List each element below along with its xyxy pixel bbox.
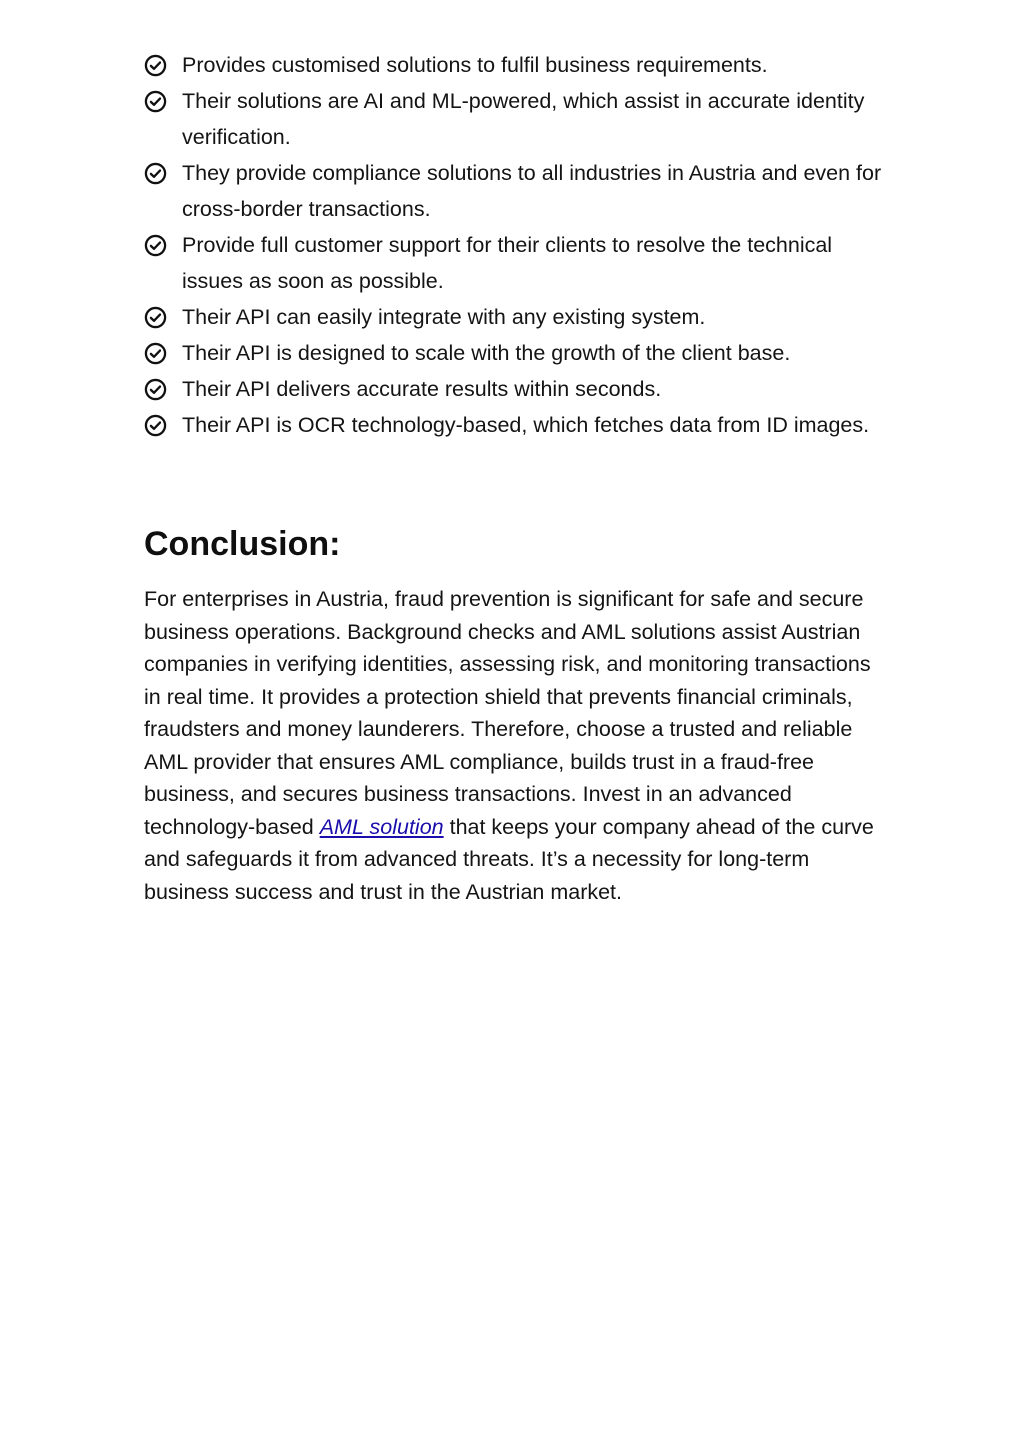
aml-solution-link[interactable]: AML solution [319, 814, 444, 839]
check-circle-icon [144, 299, 182, 335]
check-circle-icon [144, 155, 182, 191]
feature-list [144, 47, 884, 443]
feature-text: Their API can easily integrate with any existing system. [182, 305, 706, 329]
feature-item [144, 335, 884, 371]
check-circle-icon [144, 407, 182, 443]
feature-text: Their API is OCR technology-based, which fetches data from ID images. [182, 413, 870, 437]
feature-item [144, 227, 884, 299]
feature-text: They provide compliance solutions to all industries in Austria and even for cross-border transactions. [182, 161, 882, 221]
feature-item [144, 299, 884, 335]
feature-item [144, 47, 884, 83]
feature-text: Their solutions are AI and ML-powered, which assist in accurate identity verification. [182, 89, 865, 149]
check-circle-icon [144, 47, 182, 83]
feature-item [144, 371, 884, 407]
check-circle-icon [144, 227, 182, 263]
feature-item [144, 83, 884, 155]
feature-item [144, 155, 884, 227]
feature-item [144, 407, 884, 443]
conclusion-heading: Conclusion: [144, 525, 341, 563]
conclusion-paragraph [144, 583, 884, 908]
check-circle-icon [144, 371, 182, 407]
check-circle-icon [144, 83, 182, 119]
conclusion-text-start: For enterprises in Austria, fraud prevention is significant for safe and secure business operations. Background checks and AML solutions assist Austrian companies in verifying identities, assessing risk, and monitoring transactions in real time. It provides a protection shield that prevents financial criminals, fraudsters and money launderers. Therefore, choose a trusted and reliable AML provider that ensures AML compliance, builds trust in a fraud-free business, and secures business transactions. Invest in an advanced technology-based [144, 587, 871, 839]
feature-text: Their API is designed to scale with the growth of the client base. [182, 341, 791, 365]
feature-text: Provide full customer support for their clients to resolve the technical issues as soon as possible. [182, 233, 833, 293]
check-circle-icon [144, 335, 182, 371]
feature-text: Provides customised solutions to fulfil business requirements. [182, 53, 768, 77]
feature-text: Their API delivers accurate results within seconds. [182, 377, 662, 401]
conclusion-text-end: that keeps your company ahead of the curve and safeguards it from advanced threats. It’s a necessity for long-term business success and trust in the Austrian market. [144, 814, 874, 904]
